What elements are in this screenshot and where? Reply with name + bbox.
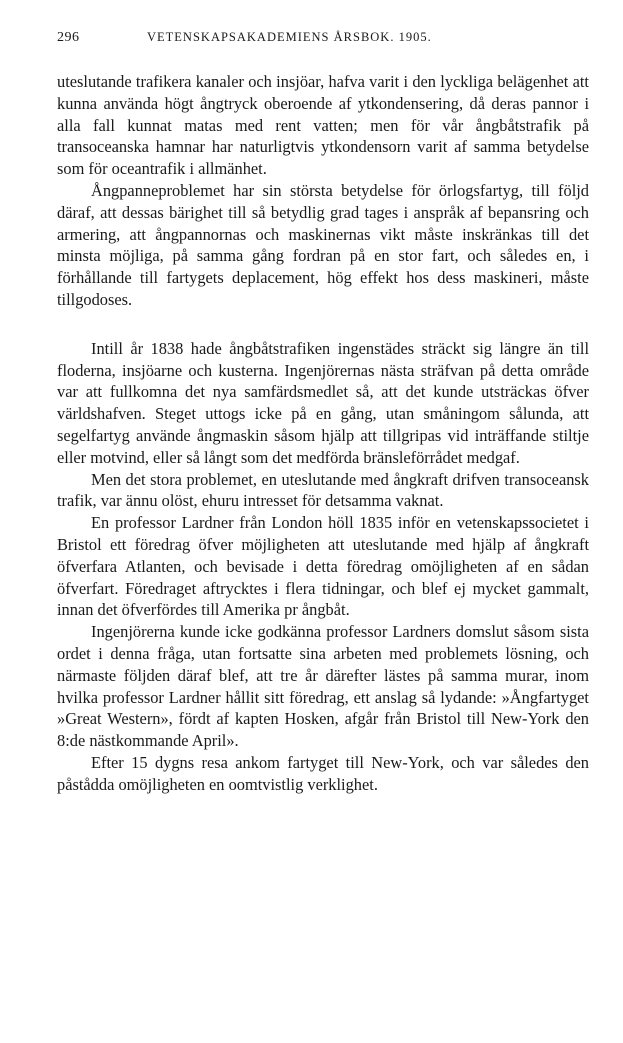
paragraph: Ingenjörerna kunde icke godkänna professor Lardners domslut såsom sista ordet i denna fråga, utan fortsatte sina arbeten med problemets lösning, och närmaste följden däraf blef, att tre år därefter lästes på samma murar, inom hvilka professor Lardner hållit sitt föredrag, ett anslag så lydande: »Ångfartyget »Great Western», fördt af kapten Hosken, afgår från Bristol till New-York den 8:de nästkommande April». bbox=[57, 622, 589, 751]
paragraph: Intill år 1838 hade ångbåtstrafiken ingenstädes sträckt sig längre än till floderna, insjöarne och kusterna. Ingenjörernas nästa sträfvan på detta område var att fullkomna det nya samfärdsmedlet så, att det kunde utsträckas öfver världshafven. Steget uttogs icke på en gång, utan småningom sålunda, att segelfartyg använde ångmaskin såsom hjälp att tillgripas vid inträffande stiltje eller motvind, eller så långt som det medförda bränsleförrådet medgaf. bbox=[57, 338, 589, 467]
paragraph: Men det stora problemet, en uteslutande med ångkraft drifven transoceansk trafik, var ännu olöst, ehuru intresset för detsamma vaknat. bbox=[57, 469, 589, 511]
running-head bbox=[57, 30, 589, 52]
paragraph: En professor Lardner från London höll 1835 inför en vetenskapssocietet i Bristol ett föredrag öfver möjligheten att uteslutande med hjälp af ångkraft öfverfara Atlanten, och bevisade i detta föredrag omöjligheten af en sådan öfverfart. Föredraget aftrycktes i flera tidningar, och blef ej mycket gammalt, innan det öfverfördes till Amerika pr ångbåt. bbox=[57, 513, 589, 620]
paragraph: uteslutande trafikera kanaler och insjöar, hafva varit i den lyckliga belägenhet att kunna använda högt ångtryck oberoende af ytkondensering, då deras pannor i alla fall kunnat matas med rent vatten; men för vår ångbåtstrafik på transoceanska hamnar har naturligtvis ytkondensorn varit af samma betydelse som för oceantrafik i allmänhet. bbox=[57, 72, 589, 179]
book-page bbox=[57, 30, 589, 796]
paragraph: Efter 15 dygns resa ankom fartyget till New-York, och var således den påstådda omöjligheten en oomtvistlig verklighet. bbox=[57, 752, 589, 794]
text-section-2 bbox=[57, 338, 589, 796]
text-section-1 bbox=[57, 71, 589, 311]
page-number: 296 bbox=[57, 30, 80, 45]
paragraph: Ångpanneproblemet har sin största betydelse för örlogsfartyg, till följd däraf, att dessas bärighet till så betydlig grad tages i anspråk af bepansring och armering, att ångpannornas och maskinernas vikt måste inskränkas till det minsta möjliga, på samma gång fordran på en stor fart, och således en, i förhållande till fartygets deplacement, hög effekt hos dess maskineri, måste tillgodoses. bbox=[57, 180, 589, 309]
running-title: VETENSKAPSAKADEMIENS ÅRSBOK. 1905. bbox=[147, 30, 432, 44]
